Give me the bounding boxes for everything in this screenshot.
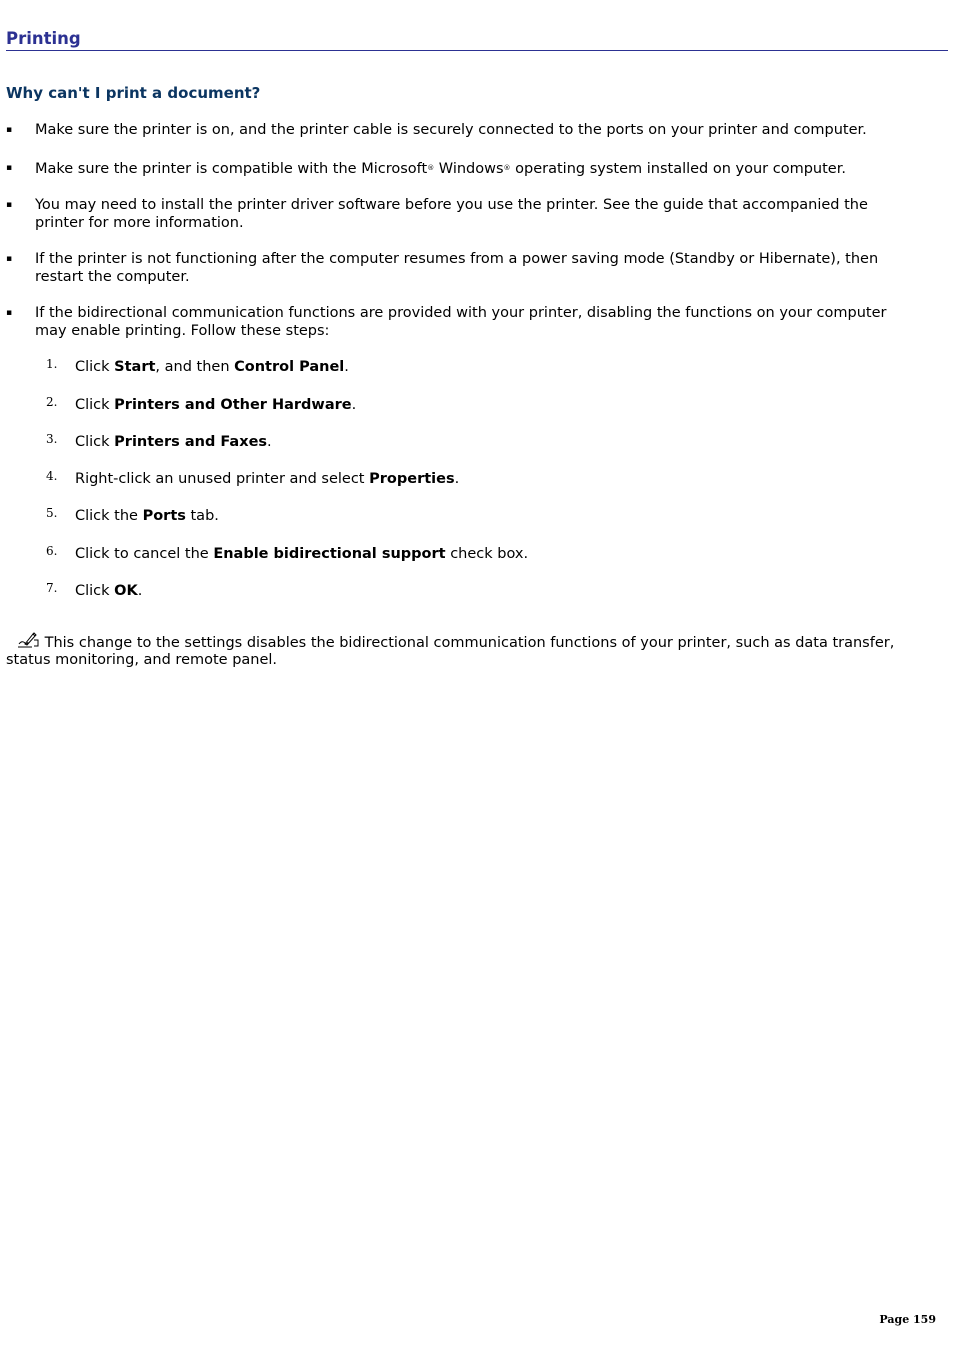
step-text-part: . [351,397,357,413]
step-text-part: Click [75,397,115,413]
step-text [75,507,219,525]
bullet-marker: ▪ [6,308,13,318]
step-number: 5. [46,506,58,520]
section-heading: Why can't I print a document? [6,84,261,102]
step-number: 6. [46,544,58,558]
bullet-marker: ▪ [6,200,13,210]
page-number: Page 159 [879,1313,936,1326]
ui-term: Ports [142,508,186,524]
step-text-part: Click [75,583,115,599]
bullet-text-part: Windows [434,161,504,177]
step-text [75,433,272,451]
bullet-marker: ▪ [6,254,13,264]
registered-mark: ® [427,164,435,172]
ui-term: Properties [369,471,455,487]
ui-term: Enable bidirectional support [213,546,446,562]
ui-term: Control Panel [234,359,345,375]
step-text-part: . [454,471,460,487]
step-text-part: . [137,583,143,599]
step-number: 7. [46,581,58,595]
ui-term: OK [114,583,138,599]
registered-mark: ® [503,164,511,172]
step-text-part: tab. [185,508,219,524]
step-text-part: Click [75,434,115,450]
step-text [75,358,349,376]
ui-term: Start [114,359,156,375]
page-title: Printing [6,29,948,51]
step-text-part: Click the [75,508,143,524]
step-number: 3. [46,432,58,446]
step-text [75,470,459,488]
note-pencil-icon [16,632,40,648]
step-text-part: . [344,359,349,375]
bullet-text: If the printer is not functioning after the computer resumes from a power saving mode (Standby or Hibernate), then restart the computer. [35,251,879,285]
bullet-text-part: operating system installed on your computer. [510,161,846,177]
note-text: This change to the settings disables the bidirectional communication functions of your printer, such as data transfer, status monitoring, and remote panel. [6,635,895,668]
step-text-part: Click to cancel the [75,546,214,562]
bullet-text: Make sure the printer is on, and the printer cable is securely connected to the ports on your printer and computer. [35,122,867,138]
step-number: 4. [46,469,58,483]
step-text-part: Right-click an unused printer and select [75,471,370,487]
bullet-text-part: Make sure the printer is compatible with the Microsoft [35,161,428,177]
bullet-marker: ▪ [6,125,13,135]
step-text [75,582,142,600]
step-number: 2. [46,395,58,409]
step-number: 1. [46,357,58,371]
bullet-text: You may need to install the printer driver software before you use the printer. See the guide that accompanied the printer for more information. [35,197,868,231]
ui-term: Printers and Faxes [114,434,268,450]
step-text-part: . [267,434,272,450]
step-text-part: Click [75,359,115,375]
step-text [75,545,528,563]
bullet-marker: ▪ [6,163,13,173]
step-text [75,396,356,414]
step-text-part: , and then [155,359,235,375]
bullet-text [35,159,920,178]
bullet-text: If the bidirectional communication functions are provided with your printer, disabling the functions on your computer may enable printing. Follow these steps: [35,305,887,339]
note [6,632,936,669]
step-text-part: check box. [445,546,529,562]
ui-term: Printers and Other Hardware [114,397,352,413]
